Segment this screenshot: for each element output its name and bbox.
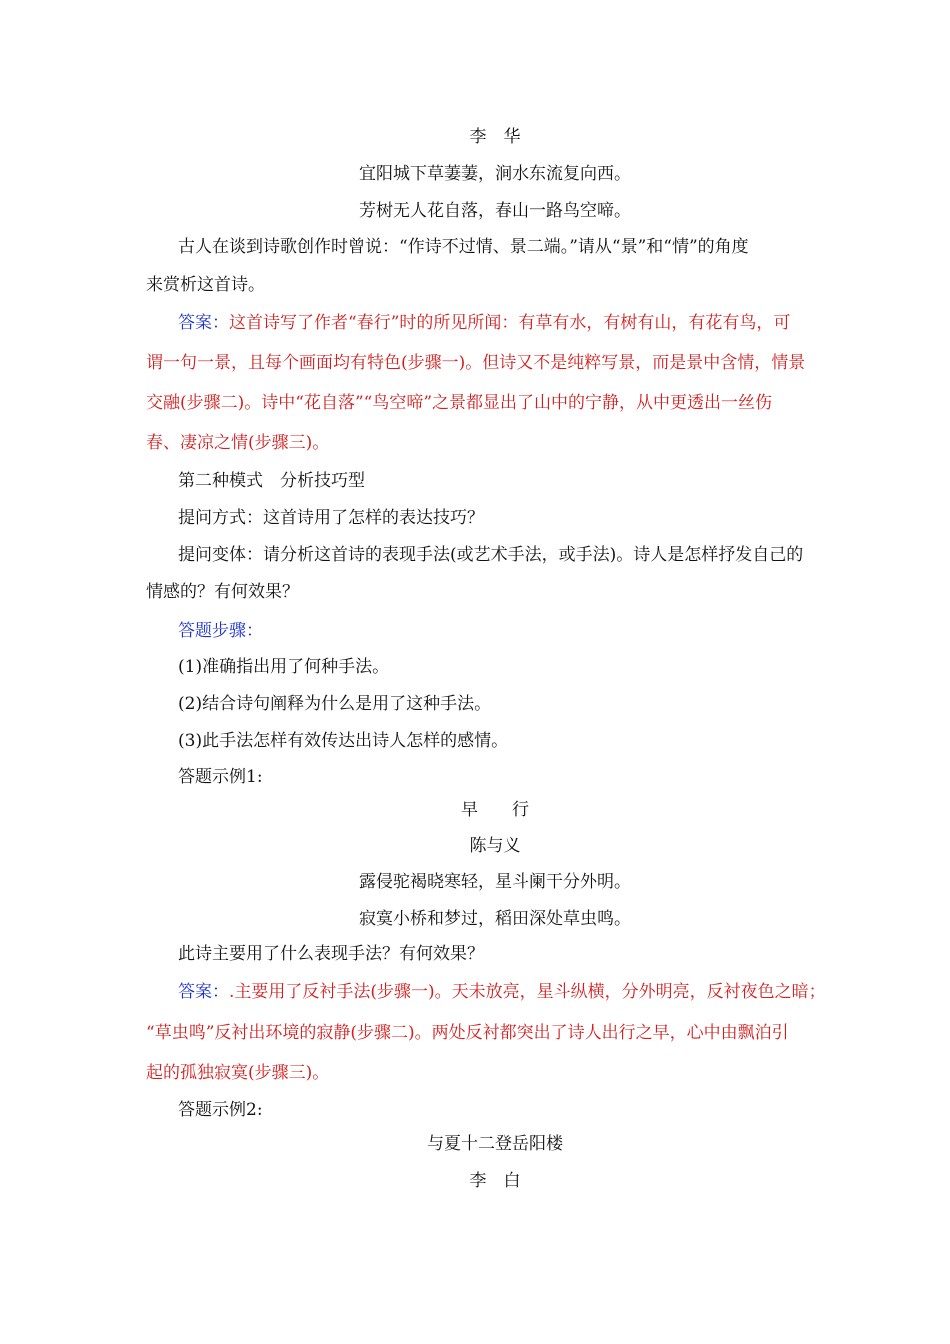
question2: 此诗主要用了什么表现手法？有何效果？	[178, 944, 484, 964]
answer1-line3: 交融(步骤二)。诗中“花自落”“鸟空啼”之景都显出了山中的宁静，从中更透出一丝伤	[146, 393, 773, 413]
step2: (2)结合诗句阐释为什么是用了这种手法。	[178, 694, 492, 714]
answer1-line2: 谓一句一景，且每个画面均有特色(步骤一)。但诗又不是纯粹写景，而是景中含情，情景	[146, 353, 806, 373]
example1-label: 答题示例1:	[178, 767, 263, 787]
answer2-line3: 起的孤独寂寞(步骤三)。	[146, 1063, 330, 1083]
step3: (3)此手法怎样有效传达出诗人怎样的感情。	[178, 731, 509, 751]
poem3-title: 与夏十二登岳阳楼	[427, 1134, 563, 1154]
poem1-author: 李 华	[469, 127, 521, 147]
mode2-ask: 提问方式：这首诗用了怎样的表达技巧？	[178, 508, 484, 528]
answer2-text: .主要用了反衬手法(步骤一)。天未放亮，星斗纵横，分外明亮，反衬夜色之暗；	[229, 982, 826, 1002]
poem2-line1: 露侵驼褐晓寒轻，星斗阑干分外明。	[359, 872, 631, 892]
mode2-variant-line1: 提问变体：请分析这首诗的表现手法(或艺术手法，或手法)。诗人是怎样抒发自己的	[178, 545, 804, 565]
poem3-author: 李 白	[469, 1171, 521, 1191]
question1-line2: 来赏析这首诗。	[146, 275, 265, 295]
mode2-heading: 第二种模式 分析技巧型	[178, 471, 365, 491]
mode2-variant-line2: 情感的？有何效果？	[146, 582, 299, 602]
poem2-author: 陈与义	[469, 836, 521, 856]
answer2-line2: “草虫鸣”反衬出环境的寂静(步骤二)。两处反衬都突出了诗人出行之早，心中由飘泊引	[146, 1023, 789, 1043]
answer1-label: 答案：	[178, 313, 229, 333]
answer2-label: 答案：	[178, 982, 229, 1002]
poem2-title: 早 行	[461, 800, 529, 820]
answer1-line4: 春、凄凉之情(步骤三)。	[146, 433, 330, 453]
answer1-text: 这首诗写了作者“春行”时的所见所闻：有草有水，有树有山，有花有鸟，可	[229, 313, 791, 333]
poem1-line1: 宜阳城下草萋萋，涧水东流复向西。	[359, 164, 631, 184]
example2-label: 答题示例2:	[178, 1100, 263, 1120]
poem2-line2: 寂寞小桥和梦过，稻田深处草虫鸣。	[359, 909, 631, 929]
poem1-line2: 芳树无人花自落，春山一路鸟空啼。	[359, 201, 631, 221]
step1: (1)准确指出用了何种手法。	[178, 657, 390, 677]
answer1-line1	[178, 313, 790, 333]
steps-label: 答题步骤：	[178, 621, 263, 641]
question1-line1: 古人在谈到诗歌创作时曾说：“作诗不过情、景二端。”请从“景”和“情”的角度	[178, 237, 749, 257]
answer2-line1	[178, 982, 826, 1002]
